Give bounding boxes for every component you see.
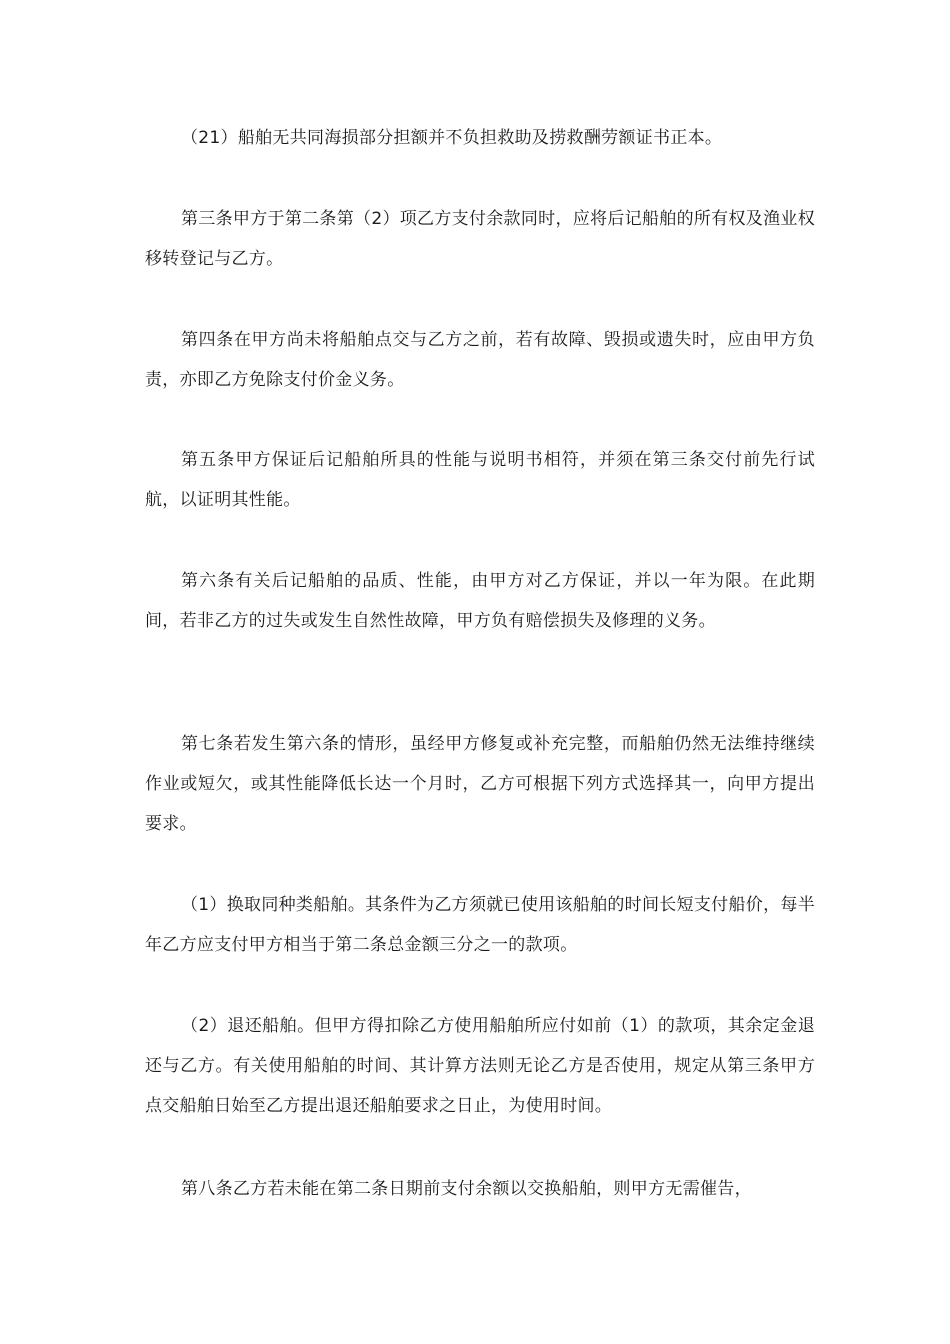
paragraph-article-7: 第七条若发生第六条的情形，虽经甲方修复或补充完整，而船舶仍然无法维持继续作业或短欠，或其性能降低长达一个月时，乙方可根据下列方式选择其一，向甲方提出要求。 bbox=[145, 734, 815, 834]
paragraph-article-7-item-2: （2）退还船舶。但甲方得扣除乙方使用船舶所应付如前（1）的款项，其余定金退还与乙方。有关使用船舶的时间、其计算方法则无论乙方是否使用，规定从第三条甲方点交船舶日始至乙方提出退还船舶要求之日止，为使用时间。 bbox=[145, 1016, 815, 1116]
paragraph-article-3: 第三条甲方于第二条第（2）项乙方支付余款同时，应将后记船舶的所有权及渔业权移转登记与乙方。 bbox=[145, 209, 815, 269]
paragraph-article-8: 第八条乙方若未能在第二条日期前支付余额以交换船舶，则甲方无需催告， bbox=[181, 1179, 752, 1199]
paragraph-article-5: 第五条甲方保证后记船舶所具的性能与说明书相符，并须在第三条交付前先行试航，以证明其性能。 bbox=[145, 450, 815, 510]
paragraph-article-7-item-1: （1）换取同种类船舶。其条件为乙方须就已使用该船舶的时间长短支付船价，每半年乙方应支付甲方相当于第二条总金额三分之一的款项。 bbox=[145, 895, 815, 955]
paragraph-article-4: 第四条在甲方尚未将船舶点交与乙方之前，若有故障、毁损或遗失时，应由甲方负责，亦即乙方免除支付价金义务。 bbox=[145, 330, 815, 390]
paragraph-article-6: 第六条有关后记船舶的品质、性能，由甲方对乙方保证，并以一年为限。在此期间，若非乙方的过失或发生自然性故障，甲方负有赔偿损失及修理的义务。 bbox=[145, 571, 815, 631]
paragraph-clause-2-item-21: （21）船舶无共同海损部分担额并不负担救助及捞救酬劳额证书正本。 bbox=[181, 128, 723, 148]
